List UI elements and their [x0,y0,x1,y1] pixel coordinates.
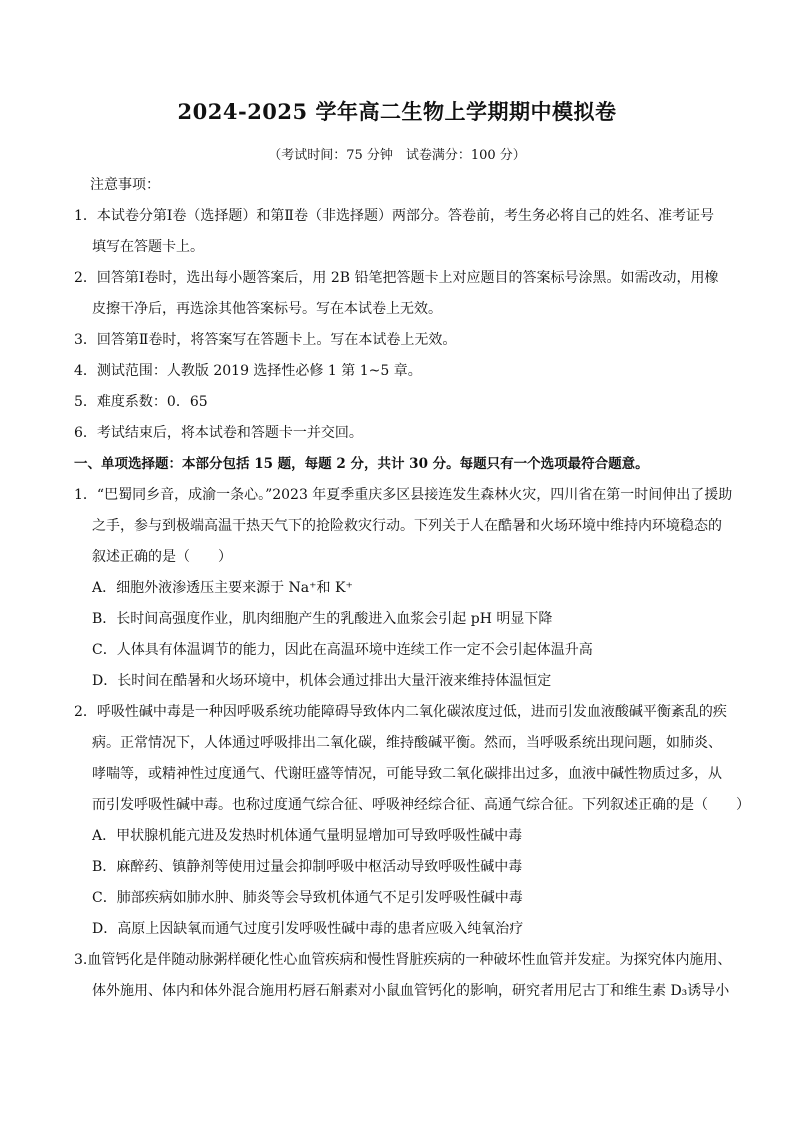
question-1-stem-line-2: 之手，参与到极端高温干热天气下的抢险救灾行动。下列关于人在酷暑和火场环境中维持内环境稳态的 [92,518,722,534]
notice-6: 6．考试结束后，将本试卷和答题卡一并交回。 [74,425,363,441]
notice-heading: 注意事项： [90,177,160,193]
question-1-option-d: D．长时间在酷暑和火场环境中，机体会通过排出大量汗液来维持体温恒定 [92,673,552,689]
question-2-option-b: B．麻醉药、镇静剂等使用过量会抑制呼吸中枢活动导致呼吸性碱中毒 [92,859,523,875]
question-1-option-a: A．细胞外液渗透压主要来源于 Na⁺和 K⁺ [92,580,353,596]
page-title: 2024-2025 学年高二生物上学期期中模拟卷 [177,99,617,124]
question-2-option-a: A．甲状腺机能亢进及发热时机体通气量明显增加可导致呼吸性碱中毒 [92,828,523,844]
notice-2-line-2: 皮擦干净后，再选涂其他答案标号。写在本试卷上无效。 [92,301,442,317]
question-1-option-c: C．人体具有体温调节的能力，因此在高温环境中连续工作一定不会引起体温升高 [92,642,593,658]
notice-5: 5．难度系数：0．65 [74,394,208,410]
question-1-stem-line-1: 1．“巴蜀同乡音，成渝一条心。”2023 年夏季重庆多区县接连发生森林火灾，四川省在第一时间伸出了援助 [74,487,733,503]
question-3-stem-line-2: 体外施用、体内和体外混合施用朽唇石斛素对小鼠血管钙化的影响，研究者用尼古丁和维生素 D₃诱导小 [92,983,730,999]
exam-info-subtitle: （考试时间：75 分钟 试卷满分：100 分） [268,148,526,163]
question-2-stem-line-3: 哮喘等，或精神性过度通气、代谢旺盛等情况，可能导致二氧化碳排出过多，血液中碱性物质过多，从 [92,766,722,782]
section-heading: 一、单项选择题：本部分包括 15 题，每题 2 分，共计 30 分。每题只有一个选项最符合题意。 [74,456,649,472]
question-1-stem-line-3: 叙述正确的是（ ） [92,549,232,565]
question-2-option-d: D．高原上因缺氧而通气过度引发呼吸性碱中毒的患者应吸入纯氧治疗 [92,921,524,937]
question-2-stem-line-1: 2．呼吸性碱中毒是一种因呼吸系统功能障碍导致体内二氧化碳浓度过低，进而引发血液酸碱平衡紊乱的疾 [74,704,727,720]
question-2-option-c: C．肺部疾病如肺水肿、肺炎等会导致机体通气不足引发呼吸性碱中毒 [92,890,523,906]
notice-1-line-2: 填写在答题卡上。 [92,239,204,255]
notice-3: 3．回答第Ⅱ卷时，将答案写在答题卡上。写在本试卷上无效。 [74,332,457,348]
notice-2-line-1: 2．回答第Ⅰ卷时，选出每小题答案后，用 2B 铅笔把答题卡上对应题目的答案标号涂黑。如需改动，用橡 [74,270,719,286]
notice-4: 4．测试范围：人教版 2019 选择性必修 1 第 1~5 章。 [74,363,422,379]
question-1-option-b: B．长时间高强度作业，肌肉细胞产生的乳酸进入血浆会引起 pH 明显下降 [92,611,553,627]
question-3-stem-line-1: 3.血管钙化是伴随动脉粥样硬化性心血管疾病和慢性肾脏疾病的一种破坏性血管并发症。为探究体内施用、 [74,952,732,968]
notice-1-line-1: 1．本试卷分第Ⅰ卷（选择题）和第Ⅱ卷（非选择题）两部分。答卷前，考生务必将自己的姓名、准考证号 [74,208,714,224]
question-2-stem-line-2: 病。正常情况下，人体通过呼吸排出二氧化碳，维持酸碱平衡。然而，当呼吸系统出现问题，如肺炎、 [92,735,722,751]
question-2-stem-line-4: 而引发呼吸性碱中毒。也称过度通气综合征、呼吸神经综合征、高通气综合征。下列叙述正确的是（ ） [92,797,750,813]
